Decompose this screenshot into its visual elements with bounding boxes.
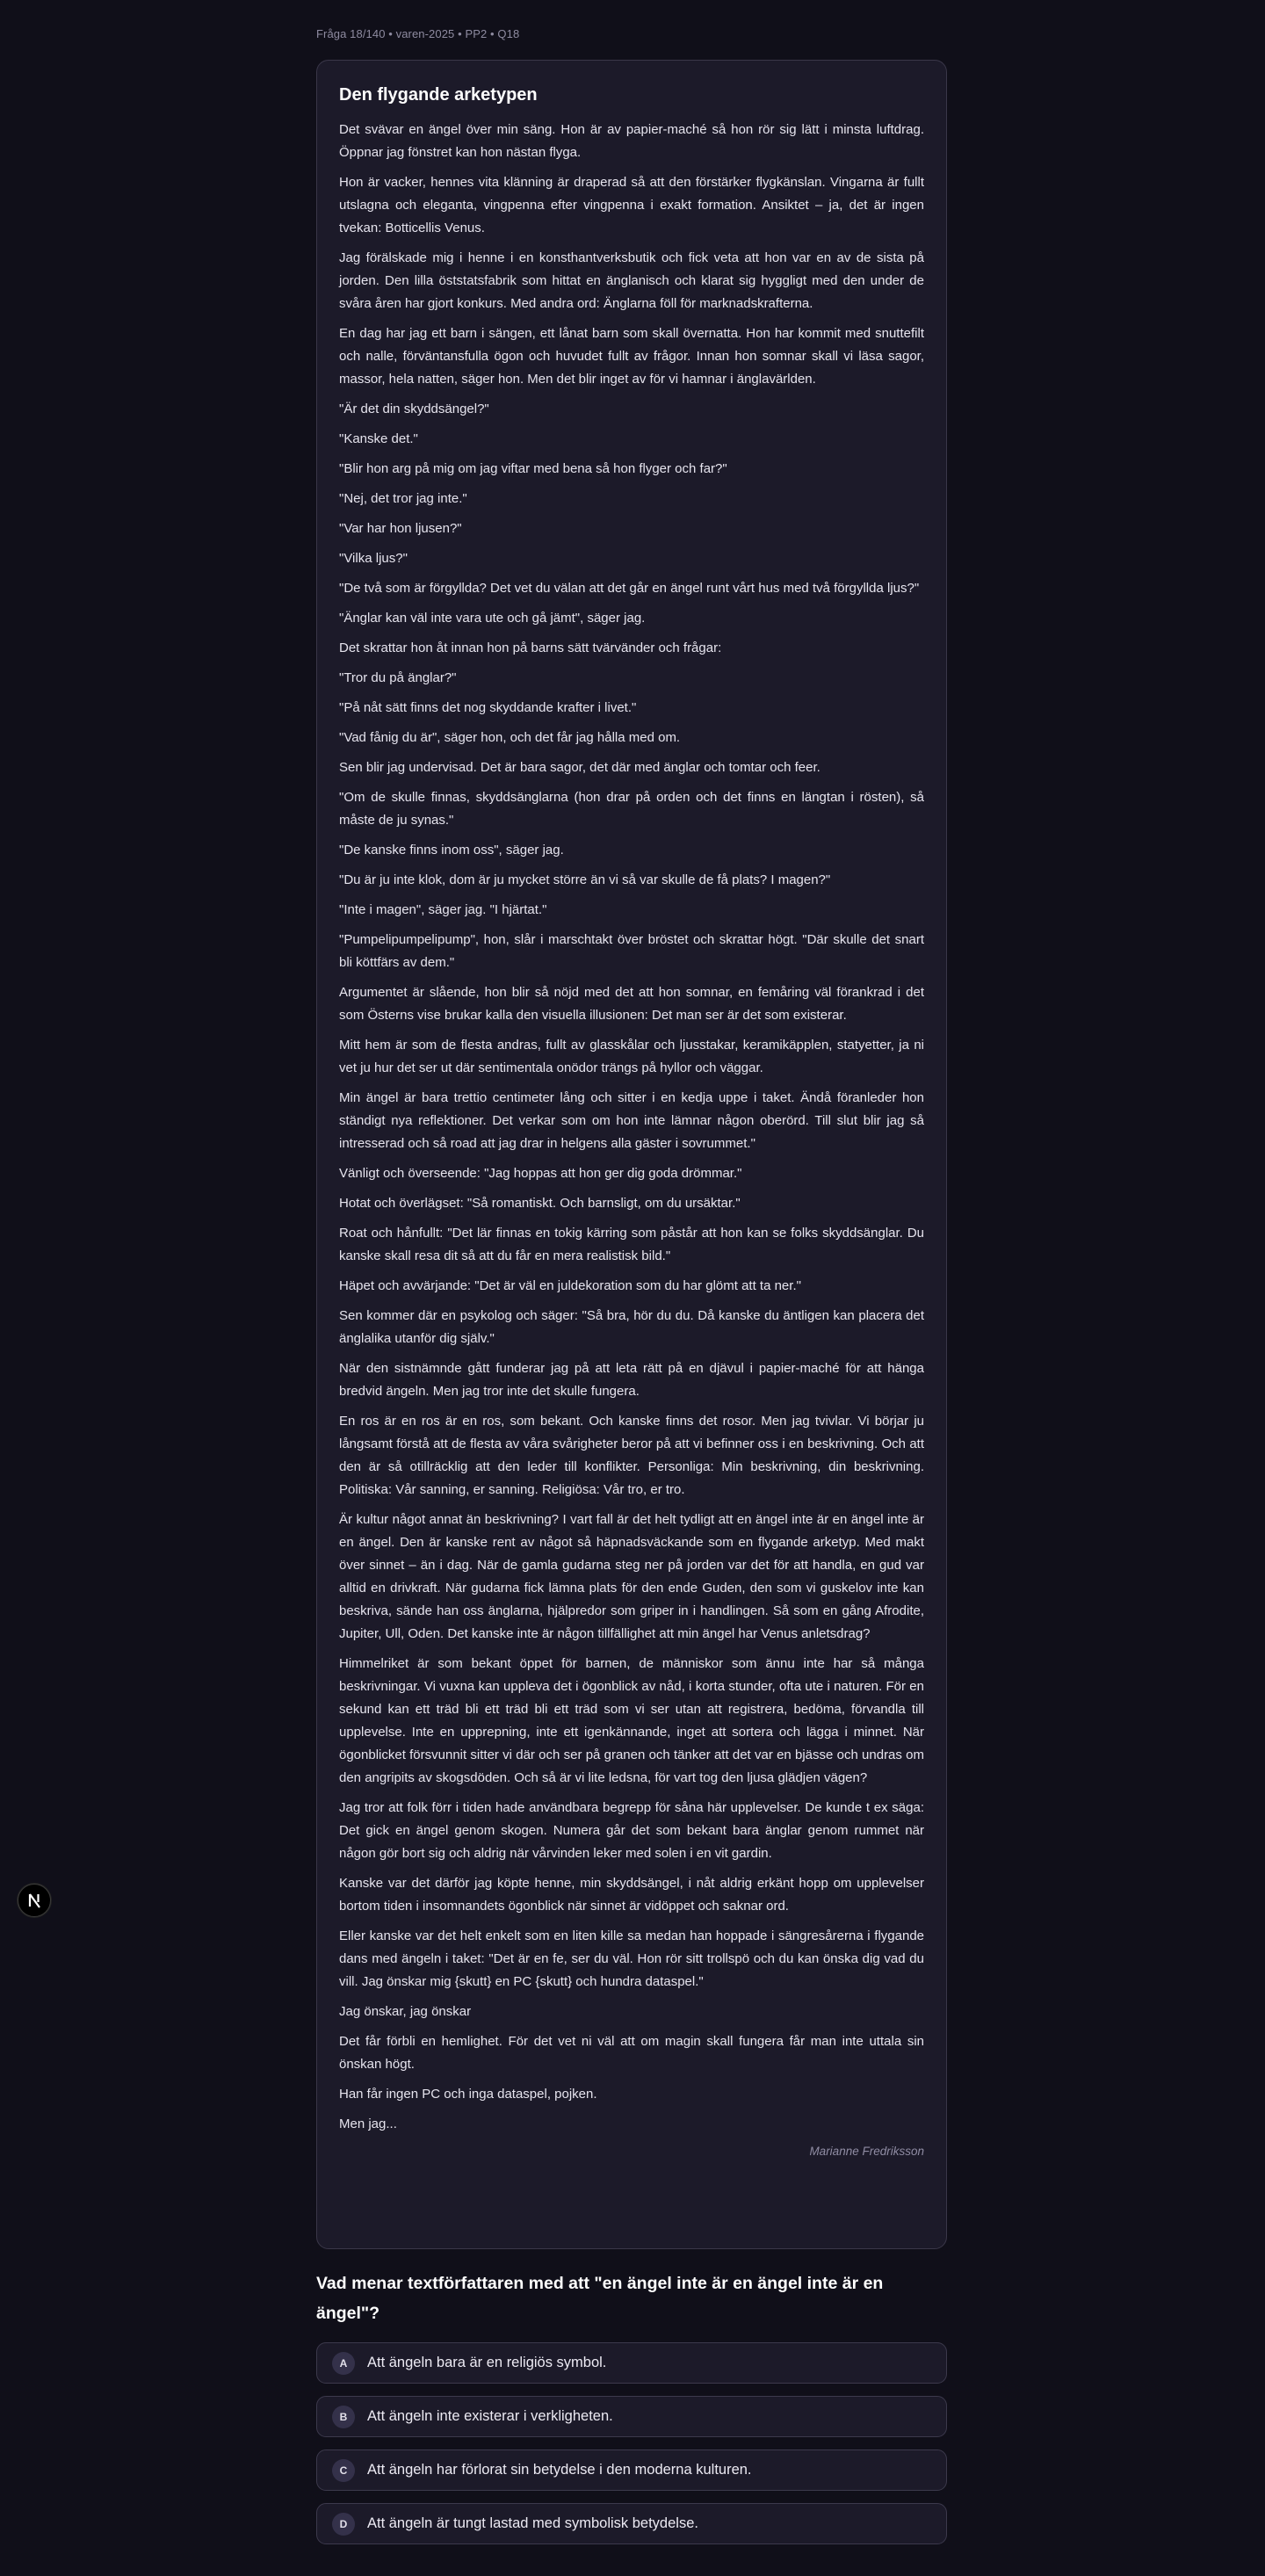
option-text: Att ängeln är tungt lastad med symbolisk betydelse.	[367, 2515, 698, 2531]
passage-paragraph: "Kanske det."	[339, 431, 418, 446]
option-letter: A	[332, 2352, 355, 2375]
passage-paragraph: När den sistnämnde gått funderar jag på att leta rätt på en djävul i papier-maché för att hänga bredvid ängeln. Men jag tror inte det skulle fungera.	[339, 1361, 924, 1399]
passage-paragraph: "Vilka ljus?"	[339, 551, 408, 566]
passage-paragraph: Jag tror att folk förr i tiden hade användbara begrepp för såna här upplevelser. De kunde t ex säga: Det gick en ängel genom skogen. Numera går det som bekant bara änglar genom rummet när någon gör bort sig och aldrig när vårvinden leker med solen i en vit gardin.	[339, 1800, 924, 1861]
question-meta: Fråga 18/140 • varen-2025 • PP2 • Q18	[316, 27, 520, 40]
next-logo-glyph	[25, 1891, 44, 1910]
option-letter: B	[332, 2406, 355, 2428]
passage-paragraph: "Vad fånig du är", säger hon, och det får jag hålla med om.	[339, 730, 681, 745]
option-a[interactable]	[316, 2342, 947, 2384]
passage-paragraph: "De två som är förgyllda? Det vet du välan att det går en ängel runt vårt hus med två förgyllda ljus?"	[339, 581, 920, 596]
passage-paragraph: En dag har jag ett barn i sängen, ett lånat barn som skall övernatta. Hon har kommit med snuttefilt och nalle, förväntansfulla ögon och huvudet fullt av frågor. Innan hon somnar skall vi läsa sagor, massor, hela natten, säger hon. Men det blir inget av för vi hamnar i änglavärlden.	[339, 326, 924, 387]
passage-paragraph: "Nej, det tror jag inte."	[339, 491, 467, 506]
passage-paragraph: Men jag...	[339, 2117, 397, 2131]
passage-paragraph: "Är det din skyddsängel?"	[339, 402, 489, 416]
passage-card	[316, 60, 947, 2249]
option-text: Att ängeln har förlorat sin betydelse i den moderna kulturen.	[367, 2462, 752, 2478]
passage-body	[339, 119, 924, 2136]
passage-title: Den flygande arketypen	[339, 85, 538, 105]
passage-paragraph: Mitt hem är som de flesta andras, fullt av glasskålar och ljusstakar, keramikäpplen, statyetter, ja ni vet ju hur det ser ut där sentimentala onödor trängs på hyllor och väggar.	[339, 1038, 924, 1075]
passage-paragraph: Himmelriket är som bekant öppet för barnen, de människor som ännu inte har så många beskrivningar. Vi vuxna kan uppleva det i ögonblick av nåd, i korta stunder, ofta ute i naturen. För en sekund kan ett träd bli ett träd bli ett träd som vi ser utan att registrera, bedöma, förvandla till upplevelse. Inte en upprepning, inte ett igenkännande, inget att sortera och lägga i minnet. När ögonblicket försvunnit sitter vi där och ser på granen och tänker att det var en bjässe och undras om den angripits av skogsdöden. Och så är vi lite ledsna, för vart tog den ljusa glädjen vägen?	[339, 1656, 924, 1785]
passage-paragraph: "Änglar kan väl inte vara ute och gå jämt", säger jag.	[339, 611, 646, 626]
passage-paragraph: Roat och hånfullt: "Det lär finnas en tokig kärring som påstår att hon kan se folks skyddsänglar. Du kanske skall resa dit så att du får en mera realistisk bild."	[339, 1226, 924, 1263]
option-b[interactable]	[316, 2396, 947, 2437]
passage-paragraph: Jag önskar, jag önskar	[339, 2004, 472, 2019]
passage-paragraph: "Tror du på änglar?"	[339, 670, 457, 685]
passage-paragraph: Vänligt och överseende: "Jag hoppas att hon ger dig goda drömmar."	[339, 1166, 742, 1181]
passage-paragraph: "Inte i magen", säger jag. "I hjärtat."	[339, 902, 547, 917]
option-text: Att ängeln bara är en religiös symbol.	[367, 2355, 607, 2370]
passage-paragraph: Eller kanske var det helt enkelt som en liten kille sa medan han hoppade i sängresårerna i flygande dans med ängeln i taket: "Det är en fe, ser du väl. Hon rör sitt trollspö och du kan önska dig vad du vill. Jag önskar mig {skutt} en PC {skutt} och hundra dataspel."	[339, 1928, 924, 1989]
passage-paragraph: Jag förälskade mig i henne i en konsthantverksbutik och fick veta att hon var en av de sista på jorden. Den lilla öststatsfabrik som hittat en änglanisch och klarat sig hyggligt med den under de svåra åren har gjort konkurs. Med andra ord: Änglarna föll för marknadskrafterna.	[339, 250, 924, 311]
passage-paragraph: "Om de skulle finnas, skyddsänglarna (hon drar på orden och det finns en längtan i rösten), så måste de ju synas."	[339, 790, 924, 828]
option-letter: D	[332, 2513, 355, 2536]
passage-paragraph: "De kanske finns inom oss", säger jag.	[339, 843, 564, 857]
option-letter: C	[332, 2459, 355, 2482]
option-c[interactable]	[316, 2449, 947, 2491]
question-text: Vad menar textförfattaren med att "en ängel inte är en ängel inte är en ängel"?	[316, 2274, 884, 2323]
passage-author: Marianne Fredriksson	[809, 2145, 924, 2158]
passage-paragraph: "Pumpelipumpelipump", hon, slår i marschtakt över bröstet och skrattar högt. "Där skulle det snart bli köttfärs av dem."	[339, 932, 924, 970]
passage-paragraph: Sen kommer där en psykolog och säger: "Så bra, hör du du. Då kanske du äntligen kan placera det änglalika utanför dig själv."	[339, 1308, 924, 1346]
passage-paragraph: Det svävar en ängel över min säng. Hon är av papier-maché så hon rör sig lätt i minsta luftdrag. Öppnar jag fönstret kan hon nästan flyga.	[339, 122, 924, 160]
option-text: Att ängeln inte existerar i verkligheten.	[367, 2408, 613, 2424]
answer-options	[316, 2342, 949, 2557]
passage-paragraph: Hon är vacker, hennes vita klänning är draperad så att den förstärker flygkänslan. Vingarna är fullt utslagna och eleganta, vingpenna efter vingpenna i exakt formation. Ansiktet – ja, det är ingen tvekan: Botticellis Venus.	[339, 175, 924, 235]
passage-paragraph: Hotat och överlägset: "Så romantiskt. Och barnsligt, om du ursäktar."	[339, 1196, 741, 1211]
passage-paragraph: Häpet och avvärjande: "Det är väl en juldekoration som du har glömt att ta ner."	[339, 1278, 801, 1293]
passage-paragraph: Kanske var det därför jag köpte henne, min skyddsängel, i nåt aldrig erkänt hopp om upplevelser bortom tiden i insomnandets ögonblick när sinnet är vidöppet och saknar ord.	[339, 1876, 924, 1914]
passage-paragraph: "Blir hon arg på mig om jag viftar med bena så hon flyger och far?"	[339, 461, 727, 476]
next-logo-icon[interactable]	[18, 1884, 51, 1917]
passage-paragraph: Det skrattar hon åt innan hon på barns sätt tvärvänder och frågar:	[339, 640, 722, 655]
passage-paragraph: En ros är en ros är en ros, som bekant. Och kanske finns det rosor. Men jag tvivlar. Vi börjar ju långsamt förstå att de flesta av våra svårigheter beror på att vi befinner oss i en beskrivning. Och att den är så otillräcklig att den leder till konflikter. Personliga: Min beskrivning, din beskrivning. Politiska: Vår sanning, er sanning. Religiösa: Vår tro, er tro.	[339, 1414, 924, 1497]
passage-paragraph: Är kultur något annat än beskrivning? I vart fall är det helt tydligt att en ängel inte är en ängel inte är en ängel. Den är kanske rent av något så häpnadsväckande som en flygande arketyp. Med makt över sinnet – än i dag. När de gamla gudarna steg ner på jorden var det för att handla, en gud var alltid en drivkraft. När gudarna fick lämna plats för den ende Guden, den som vi guskelov inte kan beskriva, sände han oss änglarna, hjälpredor som griper in i handlingen. Så som en gång Afrodite, Jupiter, Ull, Oden. Det kanske inte är någon tillfällighet att min ängel har Venus anletsdrag?	[339, 1512, 924, 1641]
passage-paragraph: Argumentet är slående, hon blir så nöjd med det att hon somnar, en femåring väl förankrad i det som Österns vise brukar kalla den visuella illusionen: Det man ser är det som existerar.	[339, 985, 924, 1023]
passage-paragraph: "Var har hon ljusen?"	[339, 521, 462, 536]
passage-paragraph: Sen blir jag undervisad. Det är bara sagor, det där med änglar och tomtar och feer.	[339, 760, 820, 775]
option-d[interactable]	[316, 2503, 947, 2544]
passage-paragraph: Det får förbli en hemlighet. För det vet ni väl att om magin skall fungera får man inte uttala sin önskan högt.	[339, 2034, 924, 2072]
passage-paragraph: Han får ingen PC och inga dataspel, pojken.	[339, 2087, 597, 2102]
passage-paragraph: "På nåt sätt finns det nog skyddande krafter i livet."	[339, 700, 637, 715]
passage-paragraph: Min ängel är bara trettio centimeter lång och sitter i en kedja uppe i taket. Ändå föranleder hon ständigt nya reflektioner. Det verkar som om hon inte lämnar någon oberörd. Till slut blir jag så intresserad och så road att jag drar in helgens alla gäster i sovrummet."	[339, 1090, 924, 1151]
passage-paragraph: "Du är ju inte klok, dom är ju mycket större än vi så var skulle de få plats? I magen?"	[339, 872, 831, 887]
